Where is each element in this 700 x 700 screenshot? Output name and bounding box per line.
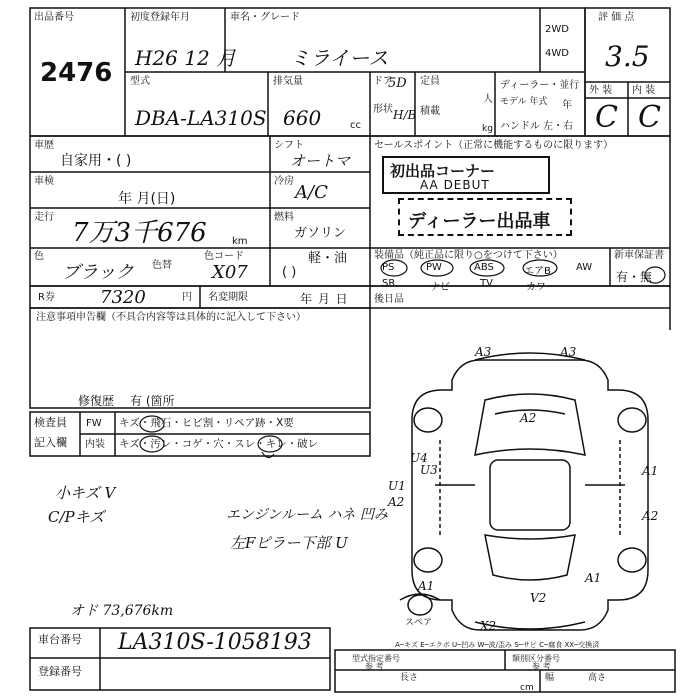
recycle-label: R券: [38, 292, 55, 303]
mark-u1: U1: [388, 479, 406, 493]
rear-item-label: 後日品: [374, 294, 404, 305]
interior-grade: C: [638, 100, 661, 135]
equip-pw: PW: [426, 262, 442, 273]
shape-label: 形状: [373, 104, 393, 115]
inspection-label: 車検: [34, 176, 54, 187]
equip-sr: SR: [382, 278, 396, 289]
color-code-label: 色コード: [204, 251, 244, 262]
length-unit: cm: [520, 683, 534, 693]
shift-value: オートマ: [290, 152, 351, 170]
interior-grade-label: 内 装: [632, 85, 656, 96]
model-value: DBA-LA310S: [135, 106, 267, 130]
exterior-grade: C: [595, 100, 618, 135]
equip-ps: PS: [382, 262, 395, 273]
class-ref: 参 考: [532, 662, 551, 671]
exterior-grade-label: 外 装: [589, 85, 613, 96]
handle-label: ハンドル 左・右: [500, 121, 574, 132]
equip-leather: カワ: [526, 282, 546, 293]
entry-label: 記入欄: [34, 436, 67, 449]
score-label: 評 価 点: [598, 12, 635, 23]
car-name: ミライース: [290, 46, 389, 70]
class-label: 類別区分番号: [512, 654, 560, 663]
repair-label: 修復歴: [78, 394, 115, 408]
year-unit: 年: [562, 100, 572, 111]
mark-a3-left: A3: [475, 345, 492, 359]
inspector-label: 検査員: [34, 416, 67, 429]
width-label: 幅: [545, 673, 555, 683]
equip-tv: TV: [480, 278, 493, 289]
mark-a2-hood: A2: [520, 411, 537, 425]
fw-label: FW: [86, 418, 102, 429]
sales-point-label: セールスポイント（正常に機能するものに限ります）: [374, 140, 614, 151]
recycle-yen: 円: [182, 292, 192, 303]
lot-number: 2476: [40, 58, 113, 88]
fuel-label: 燃料: [274, 212, 294, 223]
note-1: 小キズ V: [55, 484, 116, 502]
car-grade-label: 車名・グレード: [230, 12, 300, 23]
type-cert-label: 型式指定番号: [352, 654, 400, 663]
warranty-value: 有・無: [616, 270, 653, 284]
shift-label: シフト: [274, 140, 304, 151]
load-label: 積載: [420, 106, 440, 117]
mark-a1-left: A1: [418, 579, 435, 593]
drive-2wd: 2WD: [545, 24, 569, 35]
note-3: エンジンルーム ハネ 凹み: [226, 507, 388, 523]
fuel-value: ガソリン: [294, 226, 347, 241]
displacement-value: 660: [283, 106, 322, 130]
mark-u4: U4: [410, 451, 428, 465]
debut-stamp-title: 初出品コーナー: [390, 162, 496, 180]
fw-options: キズ・飛石・ヒビ割・リペア跡・X要: [119, 417, 294, 429]
type-cert-ref: 参 考: [365, 662, 384, 671]
model-label: 型式: [130, 76, 150, 87]
color-change-label: 色替: [152, 260, 172, 271]
registration-label: 登録番号: [38, 665, 82, 678]
mark-a2-left: A2: [388, 495, 405, 509]
model-year-label: モデル 年式: [500, 97, 548, 107]
spare-label: スペア: [405, 618, 433, 628]
history-label: 車歴: [34, 140, 54, 151]
chassis-label: 車台番号: [38, 633, 82, 646]
fuel-paren: ( ): [282, 265, 297, 280]
damage-legend: A─キズ E─エクボ U─凹み W─波/歪み S─サビ C─腐食 XX─交換済: [395, 641, 600, 649]
name-change-value: 年 月 日: [300, 292, 349, 306]
history-value: 自家用・( ): [60, 153, 132, 169]
note-2: C/Pキズ: [48, 508, 105, 526]
name-change-label: 名変期限: [208, 292, 248, 303]
shape-value: H/B: [393, 108, 417, 122]
door-label: ドア: [373, 76, 393, 87]
cc-unit: cc: [350, 120, 361, 131]
fuel-options: 軽・油: [308, 251, 348, 266]
color-code-value: X07: [212, 262, 248, 283]
note-4: 左Fピラー下部 U: [230, 534, 348, 552]
mark-a2-right: A2: [642, 509, 659, 523]
aircon-value: A/C: [295, 182, 328, 203]
first-registration-value: H26 12 月: [135, 46, 237, 70]
equip-abs: ABS: [474, 262, 494, 273]
repair-value: 有 (箇所: [130, 394, 175, 408]
equip-navi: ナビ: [430, 282, 450, 293]
capacity-label: 定員: [420, 76, 440, 87]
note-5: オド 73,676km: [70, 603, 174, 619]
color-label: 色: [34, 251, 44, 262]
drive-4wd: 4WD: [545, 48, 569, 59]
dealer-stamp-text: ディーラー出品車: [408, 211, 551, 232]
load-unit: kg: [482, 124, 493, 134]
interior-check-options: キズ・汚レ・コゲ・穴・スレ・キレ・破レ: [119, 438, 319, 450]
capacity-unit: 人: [483, 94, 493, 105]
aircon-label: 冷房: [274, 176, 294, 187]
mileage-value: 7万3千676: [72, 218, 207, 248]
length-label: 長さ: [400, 673, 419, 683]
mark-x2-rear: X2: [480, 619, 497, 633]
mark-u3: U3: [420, 463, 438, 477]
mark-a1-right-rear: A1: [585, 571, 602, 585]
mark-a3-right: A3: [560, 345, 577, 359]
recycle-value: 7320: [100, 287, 146, 308]
door-value: 5D: [388, 76, 407, 91]
equip-airbag: エアB: [524, 266, 551, 277]
mark-a1-right-front: A1: [642, 464, 659, 478]
dealer-label: ディーラー・並行: [500, 80, 580, 91]
interior-check-label: 内装: [85, 439, 105, 450]
mileage-label: 走行: [34, 212, 54, 223]
notes-label: 注意事項申告欄（不具合内容等は具体的に記入して下さい）: [36, 312, 306, 323]
height-label: 高さ: [588, 673, 607, 683]
first-registration-label: 初度登録年月: [130, 12, 190, 23]
mark-v2-rear: V2: [530, 591, 547, 605]
inspection-value: 年 月(日): [118, 191, 176, 207]
score-value: 3.5: [605, 40, 650, 73]
damage-marks: [387, 345, 658, 633]
km-unit: km: [232, 236, 248, 247]
equipment-label: 装備品（純正品に限り○をつけて下さい）: [374, 250, 563, 261]
car-diagram: [380, 340, 680, 640]
warranty-label: 新車保証書: [614, 250, 664, 261]
chassis-value: LA310S-1058193: [118, 630, 312, 655]
color-value: ブラック: [62, 262, 134, 283]
lot-number-label: 出品番号: [34, 12, 74, 23]
equip-aw: AW: [576, 262, 593, 273]
displacement-label: 排気量: [273, 76, 303, 87]
debut-stamp-sub: AA DEBUT: [420, 178, 490, 192]
